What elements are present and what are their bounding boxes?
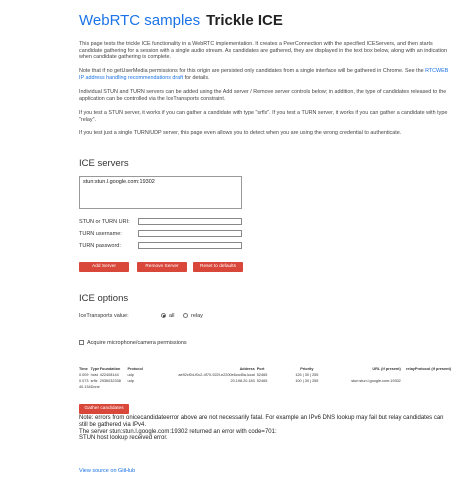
cell-relay-protocol bbox=[401, 384, 451, 390]
gather-candidates-button[interactable]: Gather candidates bbox=[79, 404, 129, 414]
rtcweb-draft-link[interactable]: RTCWEB IP address handling recommendations draft bbox=[79, 68, 449, 81]
cell-priority: 126 | 30 | 255 bbox=[295, 373, 319, 377]
error-line-2: STUN host lookup received error. bbox=[79, 435, 168, 442]
error-output bbox=[79, 415, 451, 442]
cell-time: 0.009 bbox=[79, 373, 89, 377]
ice-transports-relay-radio[interactable] bbox=[183, 313, 188, 318]
cell-priority bbox=[282, 384, 331, 390]
servers-list[interactable] bbox=[79, 176, 242, 209]
stun-turn-uri-label: STUN or TURN URI: bbox=[79, 219, 130, 225]
intro-paragraph-3: Individual STUN and TURN servers can be added using the Add server / Remove server controls below; in addition, the type of candidates released to the application can be controlled via the IceTransports constraint. bbox=[79, 89, 447, 102]
view-source-github-link[interactable]: View source on GitHub bbox=[79, 468, 136, 474]
cell-type: host bbox=[90, 373, 98, 377]
column-header-url: URL (if present) bbox=[372, 366, 401, 371]
intro-paragraph-2-prefix: Note that if no getUserMedia permissions for this origin are persisted only candidates from a single interface will be gathered in Chrome. See the bbox=[79, 68, 426, 74]
add-server-button[interactable]: Add Server bbox=[79, 262, 129, 272]
stun-turn-uri-input[interactable] bbox=[138, 218, 242, 225]
acquire-permissions-label[interactable]: Acquire microphone/camera permissions bbox=[87, 340, 187, 346]
ice-transports-relay-label[interactable]: relay bbox=[191, 313, 203, 319]
cell-protocol: udp bbox=[127, 379, 134, 383]
cell-type: Done bbox=[90, 385, 100, 389]
cell-time: 0.073 bbox=[79, 379, 89, 383]
cell-port: 52465 bbox=[256, 373, 268, 377]
page-subtitle: Trickle ICE bbox=[206, 12, 283, 29]
column-header-relay-protocol: relayProtocol (if present) bbox=[406, 366, 451, 371]
turn-password-input[interactable] bbox=[138, 242, 242, 249]
cell-type: srflx bbox=[90, 379, 98, 383]
cell-port bbox=[255, 384, 283, 390]
cell-time: 40.134 bbox=[79, 385, 91, 389]
column-header-type: Type bbox=[90, 366, 100, 371]
ice-transports-all-radio[interactable] bbox=[161, 313, 166, 318]
candidates-table bbox=[79, 365, 451, 390]
column-header-port: Port bbox=[256, 366, 265, 371]
column-header-protocol: Protocol bbox=[127, 366, 143, 371]
reset-defaults-button[interactable]: Reset to defaults bbox=[193, 262, 243, 272]
candidates-table-header-row bbox=[79, 365, 451, 372]
turn-username-input[interactable] bbox=[138, 230, 242, 237]
cell-address: ae92cf04-f0c2-4f70-922f-e2200e6ccd5a.local bbox=[178, 373, 255, 377]
cell-address: 20.198.20.183 bbox=[230, 379, 255, 383]
intro-paragraph-2-suffix: for details. bbox=[183, 74, 210, 81]
column-header-priority: Priority bbox=[300, 366, 314, 371]
cell-protocol: udp bbox=[127, 373, 134, 377]
ice-servers-heading: ICE servers bbox=[79, 158, 129, 169]
cell-protocol bbox=[127, 384, 178, 390]
error-note: Note: errors from onicecandidateerror above are not necessarily fatal. For example an IPv6 DNS lookup may fail but relay candidates can still be gathered via IPv4. bbox=[79, 415, 444, 428]
intro-paragraph-2 bbox=[79, 68, 451, 81]
turn-password-label: TURN password: bbox=[79, 243, 121, 249]
column-header-foundation: Foundation bbox=[99, 366, 121, 371]
cell-port: 52465 bbox=[256, 379, 268, 383]
cell-foundation: 422408144 bbox=[99, 373, 119, 377]
ice-transports-label: IceTransports value: bbox=[79, 313, 129, 319]
acquire-permissions-checkbox[interactable] bbox=[79, 340, 84, 345]
intro-paragraph-4: If you test a STUN server, it works if you can gather a candidate with type "srflx". If you test a TURN server, it works if you can gather a candidate with type "relay". bbox=[79, 110, 448, 123]
column-header-time: Time bbox=[79, 366, 88, 371]
ice-options-heading: ICE options bbox=[79, 293, 129, 304]
cell-url bbox=[331, 384, 400, 390]
ice-transports-all-label[interactable]: all bbox=[169, 313, 175, 319]
table-row bbox=[79, 384, 451, 390]
error-line-1: The server stun:stun.l.google.com:19302 returned an error with code=701: bbox=[79, 428, 277, 435]
servers-list-item[interactable]: stun:stun.l.google.com:19302 bbox=[83, 179, 155, 185]
page-title bbox=[79, 12, 283, 29]
cell-foundation: 2936032338 bbox=[99, 379, 121, 383]
turn-username-label: TURN username: bbox=[79, 231, 122, 237]
intro-paragraph-1: This page tests the trickle ICE functionality in a WebRTC implementation. It creates a PeerConnection with the specified ICEServers, and then starts candidate gathering for a session with a single audio stream. As candidates are gathered, they are displayed in the text box below, along with an indication when candidate gathering is complete. bbox=[79, 41, 447, 61]
cell-url: stun:stun.l.google.com:19302 bbox=[351, 379, 401, 383]
cell-priority: 100 | 30 | 255 bbox=[295, 379, 319, 383]
remove-server-button[interactable]: Remove Server bbox=[137, 262, 187, 272]
samples-home-link[interactable]: WebRTC samples bbox=[79, 12, 201, 29]
cell-foundation bbox=[100, 384, 128, 390]
cell-address bbox=[178, 384, 254, 390]
column-header-address: Address bbox=[239, 366, 255, 371]
intro-paragraph-5: If you test just a single TURN/UDP server, this page even allows you to detect when you are using the wrong credential to authenticate. bbox=[79, 130, 402, 136]
